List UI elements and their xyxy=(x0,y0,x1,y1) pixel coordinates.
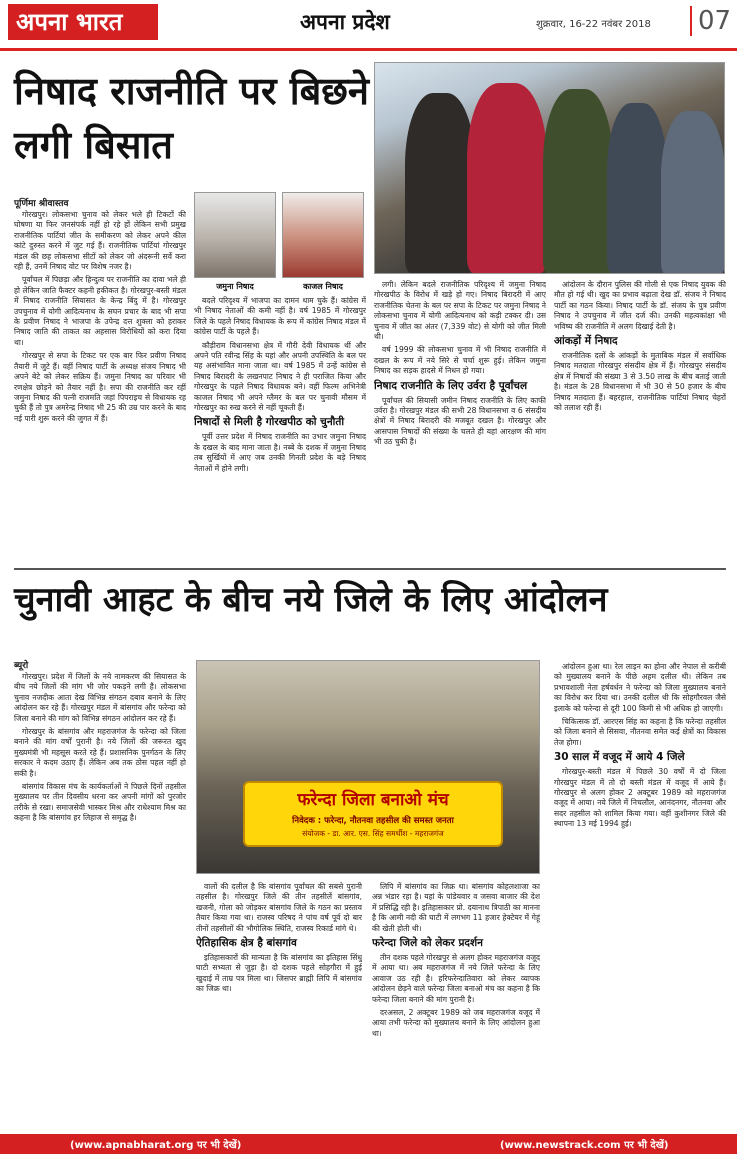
story2-headline: चुनावी आहट के बीच नये जिले के लिए आंदोलन xyxy=(14,580,608,620)
page-number: 07 xyxy=(690,6,731,36)
subheading: फरेन्दा जिले को लेकर प्रदर्शन xyxy=(372,937,483,950)
paragraph: बांसगांव विकास मंच के कार्यकर्ताओं ने पिछले दिनों तहसील मुख्यालय पर तीन दिवसीय धरना कर अपनी मांगों को पुरजोर तरीके से रखा। समाजसेवी भास्कर मिश्र और राधेश्याम मिश्र का कहना है कि बांसगांव हर लिहाज से समृद्ध है। xyxy=(14,782,186,823)
protest-march-photo xyxy=(196,660,540,874)
paragraph: गोरखपुर-बस्ती मंडल में पिछले 30 वर्षों में दो जिला गोरखपुर मंडल में तो दो बस्ती मंडल में वजूद में आये हैं। गोरखपुर से अलग होकर 2 अक्टूबर 1989 को महराजगंज वजूद में आया। नये जिले में निचलौल, आनंदनगर, नौतनवा और सदर तहसील को शामिल किया गया। वहीं कुशीनगर जिले की स्थापना 13 मई 1994 हुई। xyxy=(554,767,726,829)
story2-byline: ब्यूरो xyxy=(14,661,29,671)
paragraph: तीन दशक पहले गोरखपुर से अलग होकर महराजगंज वजूद में आया था। अब महराजगंज में नये जिले फरेन्दा के लिए आवाज उठ रही है। हरिफरेन्दातिवारा को लेकर व्यापक आंदोलन छेड़ने वाले फरेन्दा जिला बनाओ मंच का कहना है कि फरेन्दा जिला बनाने की मांग पुरानी है। xyxy=(372,953,540,1004)
story-divider xyxy=(14,568,726,570)
paragraph: चिकित्सक डॉ. आरएस सिंह का कहना है कि फरेन्दा तहसील को जिला बनाने से सिसवा, नौतनवा समेत कई क्षेत्रों का विकास तेज होगा। xyxy=(554,717,726,747)
story2-column-1 xyxy=(14,672,186,1128)
paragraph: वर्ष 1999 की लोकसभा चुनाव में भी निषाद राजनीति में दखल के रूप में नये सिरे से चर्चा शुरू हुई। लेकिन जमुना निषाद का सड़क हादसे में निधन हो गया। xyxy=(374,345,546,376)
banner-title: फरेन्दा जिला बनाओ मंच xyxy=(297,790,449,810)
footer-bar xyxy=(0,1134,737,1154)
masthead xyxy=(0,0,737,51)
paragraph: पूर्वांचल में पिछड़ा और हिन्दुत्व पर राजनीति का दावा भले ही हो लेकिन जाति फैक्टर कहनी हकीकत है। गोरखपुर-बस्ती मंडल में निषाद राजनीति सियासत के केन्द्र बिंदु में है। गोरखपुर उपचुनाव में योगी आदित्यनाथ के सघन प्रचार के बाद भी सपा के प्रवीण निषाद ने भाजपा के उपेन्द्र दत्त शुक्ला को हराकर निषाद जाति की ताकत का अहसास विरोधियों को करा दिया था। xyxy=(14,275,186,347)
story2-column-4 xyxy=(554,662,726,1128)
banner-subtitle: निवेदक : फरेन्दा, नौतनवा तहसील की समस्त जनता xyxy=(292,816,454,826)
story1-column-4 xyxy=(554,280,726,562)
portrait-b-caption: काजल निषाद xyxy=(303,282,343,291)
paragraph: आंदोलन के दौरान पुलिस की गोली से एक निषाद युवक की मौत हो गई थी। खुद का प्रभाव बढ़ाता देख डॉ. संजय ने निषाद पार्टी का गठन किया। निषाद पार्टी के डॉ. संजय के पुत्र प्रवीण निषाद ने उपचुनाव में जीत दर्ज की। उनकी महत्वकांक्षा भी भविष्य की राजनीति में अलग दिखाई देती है। xyxy=(554,280,726,331)
subheading: आंकड़ों में निषाद xyxy=(554,335,618,348)
story1-column-3 xyxy=(374,280,546,562)
story1-column-2 xyxy=(194,296,366,562)
paragraph: गोरखपुर से सपा के टिकट पर एक बार फिर प्रवीण निषाद तैयारी में जुटे हैं। वहीं निषाद पार्टी के अध्यक्ष संजय निषाद भी अपने बेटे को लेकर सक्रिय हैं। जमुना निषाद का परिवार भी रणक्षेत्र छोड़ने को तैयार नहीं है। सपा की राजनीति कर रहीं जमुना निषाद की पत्नी राजमति जहां पिपराइच से विधायक रह चुकी हैं तो पुत्र अमरेन्द्र निषाद भी 25 की उम्र पार करने के बाद नई पारी शुरू करने की जुगत में हैं। xyxy=(14,351,186,423)
issue-date: शुक्रवार, 16-22 नवंबर 2018 xyxy=(536,19,651,30)
paragraph: गोरखपुर। प्रदेश में जिलों के नये नामकरण की सियासत के बीच नये जिलों की मांग भी जोर पकड़ने लगी है। लोकसभा चुनाव नजदीक आता देख विभिन्न संगठन दबाव बनाने के लिए आंदोलन कर रहे हैं। गोरखपुर मंडल में बांसगांव और फरेन्दा को जिला बनाने की मांग को विभिन्न संगठन आंदोलन कर रहे हैं। xyxy=(14,672,186,723)
story1-byline: पूर्णिमा श्रीवास्तव xyxy=(14,199,69,209)
story2-column-2 xyxy=(196,882,362,1128)
footer-link-apnabharat[interactable]: (www.apnabharat.org पर भी देखें) xyxy=(70,1140,242,1151)
paragraph: पूर्वांचल की सियासी जमीन निषाद राजनीति के लिए काफी उर्वरा है। गोरखपुर मंडल की सभी 28 विधानसभा व 6 संसदीय क्षेत्रों में निषाद बिरादरी की मजबूत दखल है। गोरखपुर और आसपास निषादों की संख्या के चलते ही यहां आरक्षण की मांग भी उठ चुकी है। xyxy=(374,395,546,447)
paragraph: कौड़ीराम विधानसभा क्षेत्र में गौरी देवी विधायक थीं और अपने पति रवीन्द्र सिंह के यहां और अपनी उपस्थिति के बल पर यह असंभावित माना जाता था। वर्ष 1985 में उन्हें कांग्रेस से निषाद बिरादरी के लखनपाट निषाद ने ही पराजित किया और गोरखपुर के पहले निषाद विधायक बने। वहीं फिल्म अभिनेत्री काजल निषाद भी अपने ग्लैमर के बल पर चुनावी मौसम में गोरखपुर का रुख करने से नहीं चूकती हैं। xyxy=(194,340,366,413)
portrait-a-caption: जमुना निषाद xyxy=(216,282,254,291)
protest-banner xyxy=(243,781,503,847)
story2-column-3 xyxy=(372,882,540,1128)
portrait-jamuna-nishad xyxy=(194,192,276,278)
story1-headline: निषाद राजनीति पर बिछने लगी बिसात xyxy=(14,68,370,167)
subheading: निषादों से मिली है गोरखपीठ को चुनौती xyxy=(194,416,345,429)
story1-column-1 xyxy=(14,210,186,562)
paragraph: इतिहासकारों की मान्यता है कि बांसगांव का इतिहास सिंधु घाटी सभ्यता से जुड़ा है। दो दशक पहले सोहगौरा में हुई खुदाई में ताम्र पत्र मिला था। जिसपर ब्राह्मी लिपि में बांसगांव का जिक्र था। xyxy=(196,953,362,994)
banner-organiser: संयोजक - डा. आर. एस. सिंह समर्थीश - महराजगंज xyxy=(302,829,444,838)
subheading: 30 साल में वजूद में आये 4 जिले xyxy=(554,751,685,764)
footer-link-newstrack[interactable]: (www.newstrack.com पर भी देखें) xyxy=(500,1140,669,1151)
paragraph: गोरखपुर। लोकसभा चुनाव को लेकर भले ही टिकटों की घोषणा या फिर जनसंपर्क नहीं हो रहे हों लेकिन सभी प्रमुख राजनीतिक पार्टियां जीत के समीकरण को लेकर अपने कील कांटे दुरुस्त करने में जुट गई हैं। राजनीतिक पार्टियां गोरखपुर मंडल की छह लोकसभा सीटों को लेकर जो अंदरूनी सर्वे करा रही हैं, उनमें निषाद वोट पर विशेष नजर है। xyxy=(14,210,186,272)
paragraph: पूर्वी उत्तर प्रदेश में निषाद राजनीति का उभार जमुना निषाद के दखल के बाद माना जाता है। नब्बे के दशक में जमुना निषाद तब सुर्खियों में आए जब उनकी गिनती प्रदेश के बड़े निषाद नेताओं में होने लगी। xyxy=(194,432,366,473)
masthead-logo: अपना भारत xyxy=(8,4,158,40)
portrait-kajal-nishad xyxy=(282,192,364,278)
subheading: ऐतिहासिक क्षेत्र है बांसगांव xyxy=(196,937,297,950)
section-title: अपना प्रदेश xyxy=(300,9,390,34)
paragraph: लिपि में बांसगांव का जिक्र था। बांसगांव कोहलशाजा का अन्न भंडार रहा है। यहां के पांडेयवार व जसवा बाजार की देश में प्रसिद्धि रही है। इतिहासकार प्रो. दयानाथ त्रिपाठी का मानना है कि आमी नदी की घाटी में लगभग 11 हजार हेक्टेयर में गेहूं की खेती होती थी। xyxy=(372,882,540,933)
paragraph: लगी। लेकिन बदले राजनीतिक परिदृश्य में जमुना निषाद गोरखपीठ के विरोध में खड़े हो गए। निषाद बिरादरी में आए राजनीतिक चेतना के बल पर सपा के टिकट पर जमुना निषाद ने लोकसभा चुनाव में योगी आदित्यनाथ को कड़ी टक्कर दी। उस चुनाव में जीत का अंतर (7,339 वोट) से योगी को जीत मिली थी। xyxy=(374,280,546,342)
paragraph: वालों की दलील है कि बांसगांव पूर्वांचल की सबसे पुरानी तहसील है। गोरखपुर जिले की तीन तहसीलें बांसगांव, खजनी, गोला को जोड़कर बांसगांव जिले के गठन का प्रस्ताव तैयार किया गया था। राजस्व परिषद ने पांच वर्ष पूर्व दो बार तीनों तहसीलों की भौगोलिक स्थिति, राजस्व रिकार्ड मांगे थे। xyxy=(196,882,362,933)
paragraph: राजनीतिक दलों के आंकड़ों के मुताबिक मंडल में सर्वाधिक निषाद मतदाता गोरखपुर संसदीय क्षेत्र में हैं। गोरखपुर संसदीय क्षेत्र में निषादों की संख्या 3 से 3.50 लाख के बीच बताई जाती है। मंडल के 28 विधानसभा में भी 30 से 50 हजार के बीच निषाद मतदाता हैं। बहरहाल, राजनीतिक पार्टियां निषाद चेहरों को तलाश रही हैं। xyxy=(554,351,726,413)
rally-photo xyxy=(374,62,725,274)
subheading: निषाद राजनीति के लिए उर्वरा है पूर्वांचल xyxy=(374,379,528,392)
paragraph: बदले परिदृश्य में भाजपा का दामन थाम चुके हैं। कांग्रेस में भी निषाद नेताओं की कमी नहीं है। वर्ष 1985 में गोरखपुर जिले के पहले निषाद विधायक के रूप में कांग्रेस निषाद मंडल में कांग्रेस पार्टी के पहले हैं। xyxy=(194,296,366,337)
paragraph: गोरखपुर के बांसगांव और महराजगंज के फरेन्दा को जिला बनाने की मांग वर्षों पुरानी है। नये जिलों की जरूरत खुद मुख्यमंत्री भी महसूस करते रहे हैं। प्रशासनिक पुनर्गठन के लिए सरकार ने कदम उठाए हैं। लेकिन अब तक ठोस पहल नहीं हो सकी है। xyxy=(14,727,186,778)
paragraph: आंदोलन हुआ था। रेल लाइन का होना और नेपाल से करीबी को मुख्यालय बनाने के पीछे अहम दलील थी। लेकिन तब प्रभावशाली नेता हर्षवर्धन ने फरेन्दा को जिला मुख्यालय बनाने का विरोध कर दिया था। उनकी दलील थी कि सोहगौरवल जैसे इलाके को फरेन्दा से दूरी 100 किमी से भी अधिक हो जाएगी। xyxy=(554,662,726,713)
paragraph: दरअसल, 2 अक्टूबर 1989 को जब महराजगंज वजूद में आया तभी फरेन्दा को मुख्यालय बनाने के लिए आंदोलन हुआ था। xyxy=(372,1008,540,1038)
